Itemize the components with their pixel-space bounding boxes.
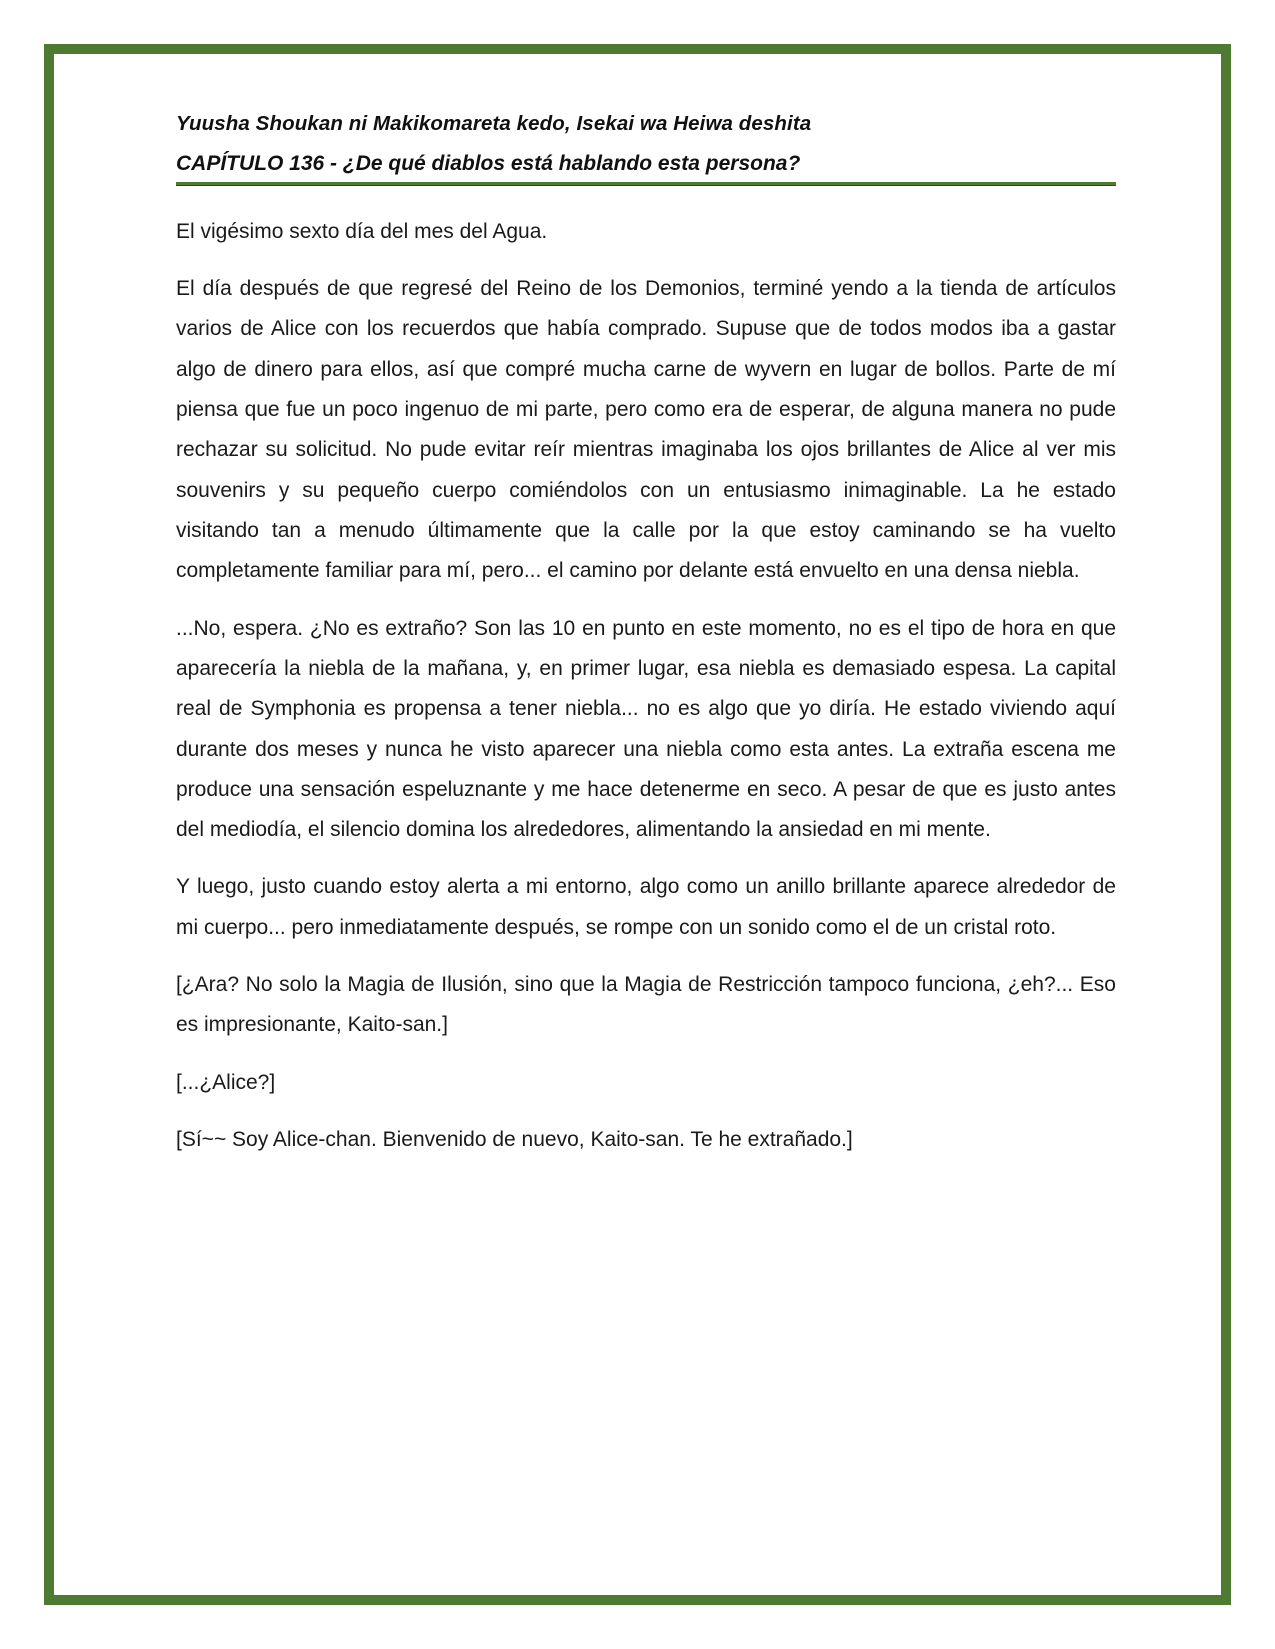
paragraph: El día después de que regresé del Reino de los Demonios, terminé yendo a la tienda de artículos varios de Alice con los recuerdos que había comprado. Supuse que de todos modos iba a gastar algo de dinero para ellos, así que compré mucha carne de wyvern en lugar de bollos. Parte de mí piensa que fue un poco ingenuo de mi parte, pero como era de esperar, de alguna manera no pude rechazar su solicitud. No pude evitar reír mientras imaginaba los ojos brillantes de Alice al ver mis souvenirs y su pequeño cuerpo comiéndolos con un entusiasmo inimaginable. La he estado visitando tan a menudo últimamente que la calle por la que estoy caminando se ha vuelto completamente familiar para mí, pero... el camino por delante está envuelto en una densa niebla. — [176, 277, 1116, 583]
chapter-body — [176, 212, 1116, 1161]
paragraph: [Sí~~ Soy Alice-chan. Bienvenido de nuevo, Kaito-san. Te he extrañado.] — [176, 1128, 853, 1152]
paragraph: [¿Ara? No solo la Magia de Ilusión, sino que la Magia de Restricción tampoco funciona, ¿eh?... Eso es impresionante, Kaito-san.] — [176, 973, 1116, 1037]
page-content — [54, 54, 1221, 1595]
header-divider — [176, 182, 1116, 186]
chapter-title: CAPÍTULO 136 - ¿De qué diablos está hablando esta persona? — [176, 151, 801, 175]
paragraph: El vigésimo sexto día del mes del Agua. — [176, 219, 548, 243]
paragraph: ...No, espera. ¿No es extraño? Son las 10 en punto en este momento, no es el tipo de hora en que aparecería la niebla de la mañana, y, en primer lugar, esa niebla es demasiado espesa. La capital real de Symphonia es propensa a tener niebla... no es algo que yo diría. He estado viviendo aquí durante dos meses y nunca he visto aparecer una niebla como esta antes. La extraña escena me produce una sensación espeluznante y me hace detenerme en seco. A pesar de que es justo antes del mediodía, el silencio domina los alrededores, alimentando la ansiedad en mi mente. — [176, 616, 1116, 842]
series-title: Yuusha Shoukan ni Makikomareta kedo, Isekai wa Heiwa deshita — [176, 112, 812, 135]
page-border — [44, 44, 1231, 1605]
document-header — [176, 112, 1116, 176]
paragraph: Y luego, justo cuando estoy alerta a mi entorno, algo como un anillo brillante aparece alrededor de mi cuerpo... pero inmediatamente después, se rompe con un sonido como el de un cristal roto. — [176, 875, 1116, 939]
paragraph: [...¿Alice?] — [176, 1070, 276, 1094]
